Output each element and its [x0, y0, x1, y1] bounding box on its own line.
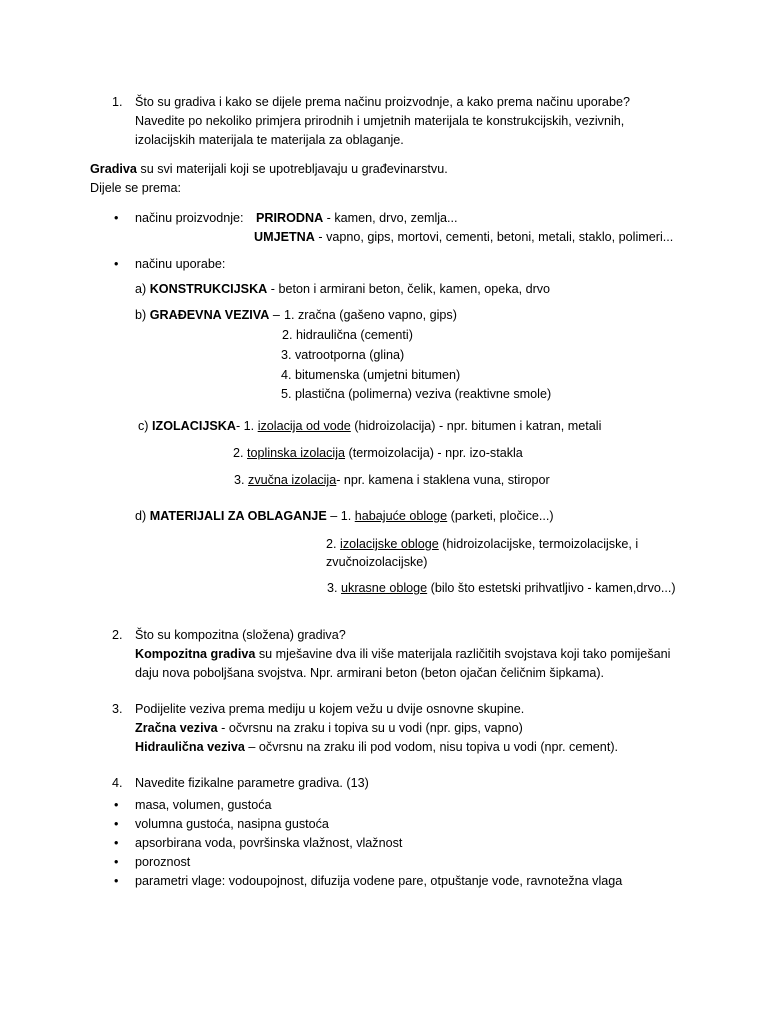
- air-binders-desc: - očvrsnu na zraku i topiva su u vodi (npr. gips, vapno): [217, 721, 523, 735]
- artificial-examples: - vapno, gips, mortovi, cementi, betoni, metali, staklo, polimeri...: [314, 230, 674, 244]
- bullet: •: [114, 798, 119, 812]
- composite-term: Kompozitna gradiva: [135, 647, 256, 661]
- wear-cladding-term: habajuće obloge: [354, 509, 448, 523]
- q2-number: 2.: [112, 628, 123, 642]
- binder-item: 1. zračna (gašeno vapno, gips): [284, 308, 457, 322]
- binders-term: GRAĐEVNA VEZIVA: [149, 308, 270, 322]
- insulation-term: IZOLACIJSKA: [152, 419, 236, 433]
- item-prefix: b): [135, 308, 150, 322]
- hydraulic-binders-desc: – očvrsnu na zraku ili pod vodom, nisu topiva u vodi (npr. cement).: [244, 740, 619, 754]
- usage-a-structural: [135, 280, 550, 299]
- q2-answer-line-2: daju nova poboljšana svojstva. Npr. armirani beton (beton ojačan čeličnim šipkama).: [135, 666, 605, 680]
- dash: –: [269, 308, 280, 322]
- q4-question: Navedite fizikalne parametre gradiva. (13): [135, 776, 369, 790]
- q1-question-line-2: Navedite po nekoliko primjera prirodnih i umjetnih materijala te konstrukcijskih, vezivnih,: [135, 114, 625, 128]
- intro-definition-text: su svi materijali koji se upotrebljavaju u građevinarstvu.: [136, 162, 448, 176]
- item-prefix: c): [138, 419, 152, 433]
- bullet: •: [114, 257, 119, 271]
- binder-item: 3. vatrootporna (glina): [281, 348, 405, 362]
- q4-list-item: parametri vlage: vodoupojnost, difuzija vodene pare, otpuštanje vode, ravnotežna vlaga: [135, 874, 623, 888]
- binder-item: 2. hidraulična (cementi): [282, 328, 413, 342]
- thermal-insulation-term: toplinska izolacija: [247, 446, 346, 460]
- q3-number: 3.: [112, 702, 123, 716]
- sound-insulation-term: zvučna izolacija: [248, 473, 337, 487]
- composite-definition: su mješavine dva ili više materijala različitih svojstava koji tako pomiješani: [255, 647, 671, 661]
- cladding-item-2-line-2: zvučnoizolacijske): [326, 555, 428, 569]
- usage-c-insulation: [138, 417, 601, 436]
- cladding-item-2: [326, 535, 638, 554]
- sound-insulation-desc: - npr. kamena i staklena vuna, stiropor: [336, 473, 550, 487]
- water-insulation-term: izolacija od vode: [257, 419, 351, 433]
- item-number: 1.: [243, 419, 258, 433]
- air-binders-term: Zračna veziva: [135, 721, 218, 735]
- binder-item: 4. bitumenska (umjetni bitumen): [281, 368, 461, 382]
- dash: –: [326, 509, 341, 523]
- usage-d-cladding: [135, 507, 554, 526]
- bullet: •: [114, 874, 119, 888]
- item-prefix: a): [135, 282, 150, 296]
- item-number: 3.: [327, 581, 342, 595]
- hydraulic-binders-term: Hidraulična veziva: [135, 740, 245, 754]
- q1-question-line-3: izolacijskih materijala te materijala za oblaganje.: [135, 133, 404, 147]
- item-number: 1.: [340, 509, 355, 523]
- bullet: •: [114, 855, 119, 869]
- cladding-item-3: [327, 579, 676, 598]
- q4-list-item: masa, volumen, gustoća: [135, 798, 272, 812]
- q3-question: Podijelite veziva prema mediju u kojem vežu u dvije osnovne skupine.: [135, 702, 525, 716]
- q2-answer-line-1: [135, 645, 670, 664]
- water-insulation-desc: (hidroizolacija) - npr. bitumen i katran, metali: [350, 419, 602, 433]
- production-natural: [256, 209, 458, 228]
- item-number: 2.: [233, 446, 248, 460]
- production-artificial: [254, 228, 673, 247]
- decorative-cladding-desc: (bilo što estetski prihvatljivo - kamen,drvo...): [427, 581, 676, 595]
- q3-air-binders: [135, 719, 523, 738]
- q4-list-item: volumna gustoća, nasipna gustoća: [135, 817, 329, 831]
- dash: -: [235, 419, 244, 433]
- q4-number: 4.: [112, 776, 123, 790]
- intro-divided-by: Dijele se prema:: [90, 181, 181, 195]
- intro-term: Gradiva: [90, 162, 137, 176]
- insulation-item-2: [233, 444, 523, 463]
- intro-definition: [90, 160, 448, 179]
- decorative-cladding-term: ukrasne obloge: [341, 581, 428, 595]
- structural-examples: - beton i armirani beton, čelik, kamen, opeka, drvo: [267, 282, 551, 296]
- item-number: 2.: [326, 537, 341, 551]
- natural-term: PRIRODNA: [256, 211, 324, 225]
- usage-label: načinu uporabe:: [135, 257, 226, 271]
- artificial-term: UMJETNA: [254, 230, 315, 244]
- insulation-item-3: [234, 471, 550, 490]
- q1-number: 1.: [112, 95, 123, 109]
- q2-question: Što su kompozitna (složena) gradiva?: [135, 628, 346, 642]
- binder-item: 5. plastična (polimerna) veziva (reaktivne smole): [281, 387, 552, 401]
- bullet: •: [114, 817, 119, 831]
- insulating-cladding-term: izolacijske obloge: [340, 537, 439, 551]
- item-prefix: d): [135, 509, 150, 523]
- bullet: •: [114, 836, 119, 850]
- q4-list-item: poroznost: [135, 855, 191, 869]
- wear-cladding-desc: (parketi, pločice...): [447, 509, 554, 523]
- item-number: 3.: [234, 473, 249, 487]
- structural-term: KONSTRUKCIJSKA: [149, 282, 268, 296]
- q3-hydraulic-binders: [135, 738, 618, 757]
- usage-b-binders: [135, 306, 280, 325]
- bullet: •: [114, 211, 119, 225]
- cladding-term: MATERIJALI ZA OBLAGANJE: [149, 509, 327, 523]
- q4-list-item: apsorbirana voda, površinska vlažnost, vlažnost: [135, 836, 403, 850]
- insulating-cladding-desc: (hidroizolacijske, termoizolacijske, i: [438, 537, 639, 551]
- thermal-insulation-desc: (termoizolacija) - npr. izo-stakla: [345, 446, 523, 460]
- production-label: načinu proizvodnje:: [135, 211, 244, 225]
- q1-question-line-1: Što su gradiva i kako se dijele prema načinu proizvodnje, a kako prema načinu uporabe?: [135, 95, 630, 109]
- natural-examples: - kamen, drvo, zemlja...: [323, 211, 458, 225]
